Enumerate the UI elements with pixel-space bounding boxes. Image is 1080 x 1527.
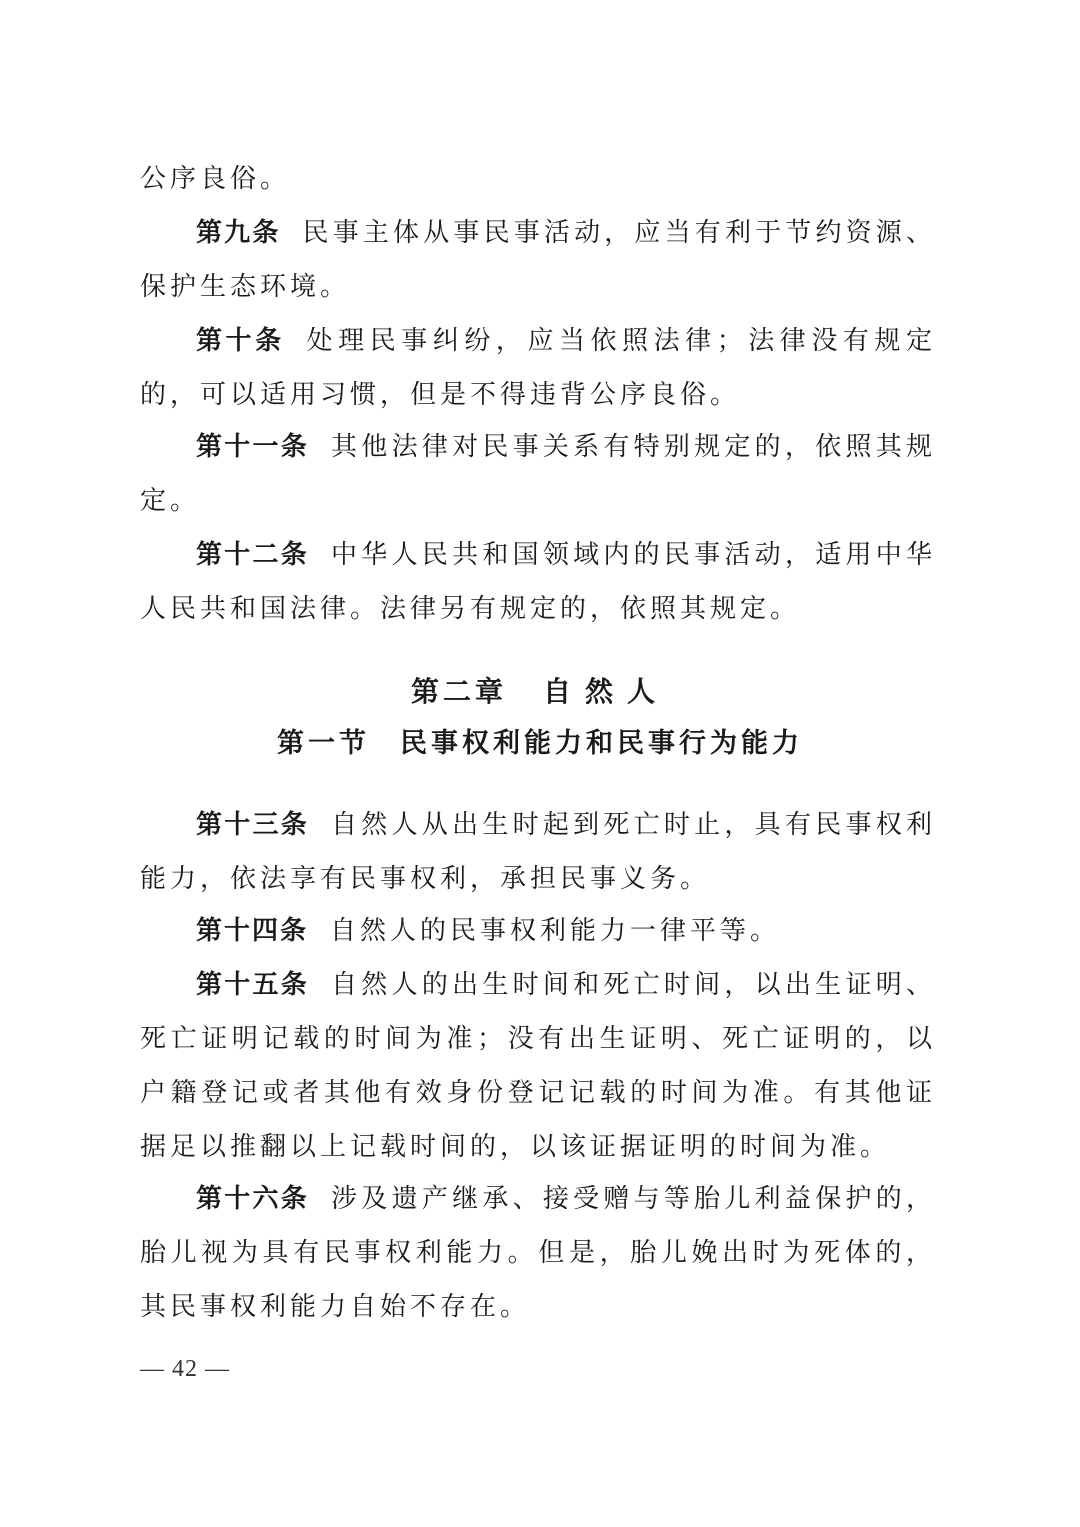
article-label: 第九条 (196, 218, 281, 248)
section-heading (0, 724, 1080, 764)
paragraph-continuation (140, 152, 936, 206)
article-10 (140, 314, 936, 422)
article-15 (140, 958, 936, 1174)
article-text: 其他法律对民事关系有特别规定的，依照其规定。 (140, 432, 936, 516)
article-12 (140, 528, 936, 636)
page-number: — 42 — (140, 1356, 230, 1382)
chapter-title: 自然人 (543, 675, 670, 708)
article-16 (140, 1172, 936, 1334)
chapter-number: 第二章 (410, 675, 507, 708)
article-11 (140, 420, 936, 528)
article-label: 第十六条 (196, 1184, 310, 1214)
article-13 (140, 798, 936, 906)
article-label: 第十条 (196, 326, 285, 356)
article-label: 第十一条 (196, 432, 310, 462)
section-number: 第一节 (277, 728, 370, 759)
article-label: 第十三条 (196, 810, 310, 840)
article-text: 涉及遗产继承、接受赠与等胎儿利益保护的，胎儿视为具有民事权利能力。但是，胎儿娩出时为死体的，其民事权利能力自始不存在。 (140, 1184, 936, 1322)
article-text: 自然人从出生时起到死亡时止，具有民事权利能力，依法享有民事权利，承担民事义务。 (140, 810, 936, 894)
article-label: 第十二条 (196, 540, 310, 570)
paragraph-text: 公序良俗。 (140, 164, 291, 194)
article-text: 民事主体从事民事活动，应当有利于节约资源、保护生态环境。 (140, 218, 936, 302)
article-text: 自然人的出生时间和死亡时间，以出生证明、死亡证明记载的时间为准；没有出生证明、死亡证明的，以户籍登记或者其他有效身份登记记载的时间为准。有其他证据足以推翻以上记载时间的，以该证据证明的时间为准。 (140, 970, 936, 1162)
article-text: 中华人民共和国领域内的民事活动，适用中华人民共和国法律。法律另有规定的，依照其规定。 (140, 540, 936, 624)
article-9 (140, 206, 936, 314)
article-text: 自然人的民事权利能力一律平等。 (330, 916, 781, 946)
section-title: 民事权利能力和民事行为能力 (400, 728, 803, 759)
article-14 (140, 904, 936, 958)
article-label: 第十四条 (196, 916, 309, 946)
article-label: 第十五条 (196, 970, 310, 1000)
article-text: 处理民事纠纷，应当依照法律；法律没有规定的，可以适用习惯，但是不得违背公序良俗。 (140, 326, 936, 410)
chapter-heading (0, 672, 1080, 712)
